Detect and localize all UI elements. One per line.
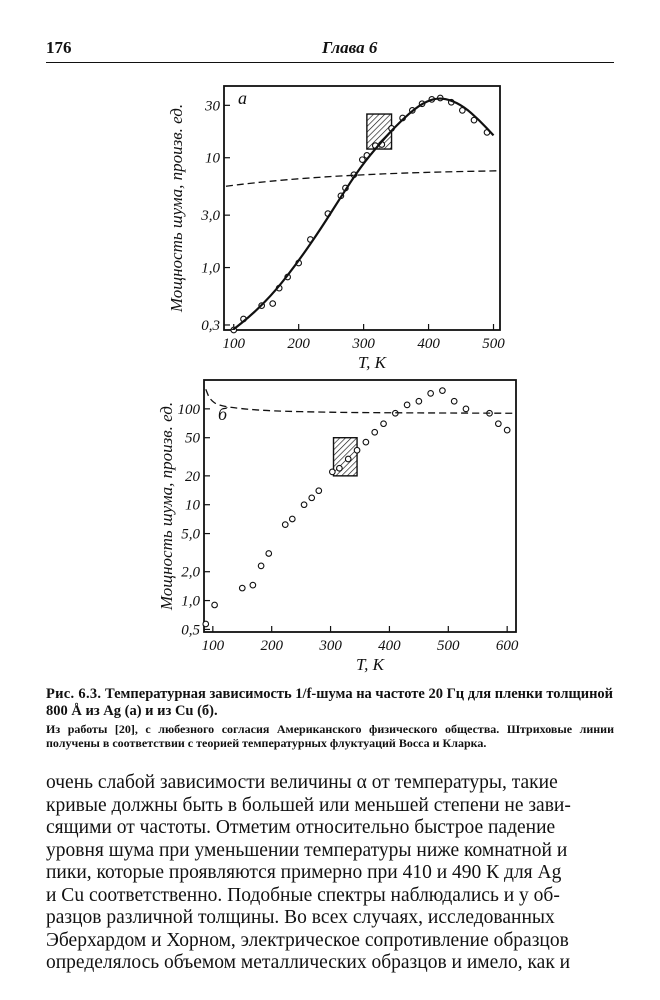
body-line: определялось объемом металлических образцов и имело, как и bbox=[46, 952, 571, 973]
x-axis-title: T, K bbox=[357, 353, 387, 372]
data-point bbox=[309, 495, 315, 501]
data-point bbox=[330, 469, 336, 475]
figure-panel-a bbox=[0, 80, 660, 380]
y-axis-title: Мощность шума, произв. ед. bbox=[157, 401, 176, 611]
fit-curve bbox=[230, 99, 493, 332]
y-tick-label: 0,5 bbox=[181, 622, 200, 639]
data-point bbox=[203, 621, 209, 627]
caption-text: Температурная зависимость 1/f-шума на частоте 20 Гц для пленки толщиной 800 Å из Ag (а) и из Cu (б). bbox=[46, 686, 614, 719]
data-point bbox=[372, 429, 378, 435]
theory-dashed-curve bbox=[226, 171, 497, 186]
data-point bbox=[212, 602, 218, 608]
body-line: очень слабой зависимости величины α от температуры, такие bbox=[46, 772, 558, 793]
y-axis-title: Мощность шума, произв. ед. bbox=[167, 103, 186, 313]
figure-panel-b bbox=[0, 370, 660, 680]
data-point bbox=[451, 398, 457, 404]
data-point bbox=[504, 427, 510, 433]
x-tick-label: 400 bbox=[378, 638, 401, 654]
figure-caption bbox=[46, 686, 614, 720]
y-tick-label: 1,0 bbox=[201, 260, 220, 277]
body-line: сящими от частоты. Отметим относительно быстрое падение bbox=[46, 817, 556, 838]
panel-letter: б bbox=[218, 404, 228, 424]
x-tick-label: 300 bbox=[352, 336, 375, 352]
y-tick-label: 3,0 bbox=[201, 208, 220, 225]
y-tick-label: 10 bbox=[205, 150, 220, 167]
y-tick-label: 5,0 bbox=[181, 526, 200, 543]
body-paragraph bbox=[46, 772, 614, 975]
x-tick-label: 500 bbox=[437, 638, 460, 654]
y-tick-label: 2,0 bbox=[181, 564, 200, 581]
page-number: 176 bbox=[46, 38, 72, 57]
x-tick-label: 200 bbox=[260, 638, 283, 654]
plot-frame bbox=[204, 380, 516, 632]
x-tick-label: 400 bbox=[417, 336, 440, 352]
data-point bbox=[404, 402, 410, 408]
x-tick-label: 100 bbox=[201, 638, 225, 654]
data-point bbox=[290, 516, 296, 522]
x-tick-label: 600 bbox=[495, 638, 519, 654]
data-point bbox=[316, 488, 322, 494]
body-line: и Cu соответственно. Подобные спектры наблюдались и у об- bbox=[46, 884, 560, 906]
data-point bbox=[381, 421, 387, 427]
data-point bbox=[282, 522, 288, 528]
y-tick-label: 0,3 bbox=[201, 317, 220, 334]
data-point bbox=[428, 391, 434, 397]
y-tick-label: 50 bbox=[185, 430, 200, 447]
data-point bbox=[354, 447, 360, 453]
data-point bbox=[301, 502, 307, 508]
x-axis-title: T, K bbox=[355, 655, 385, 674]
running-head: Глава 6 bbox=[322, 38, 378, 57]
data-point bbox=[345, 456, 351, 462]
data-point bbox=[463, 406, 469, 412]
y-tick-label: 10 bbox=[185, 497, 200, 514]
data-point bbox=[416, 398, 422, 404]
data-point bbox=[363, 439, 369, 445]
data-point bbox=[337, 465, 343, 471]
x-tick-label: 300 bbox=[319, 638, 342, 654]
data-point bbox=[266, 551, 272, 557]
x-tick-label: 200 bbox=[287, 336, 310, 352]
body-line: кривые должны быть в большей или меньшей степени не зави- bbox=[46, 794, 571, 816]
data-point bbox=[440, 388, 446, 394]
data-point bbox=[239, 585, 245, 591]
y-tick-label: 100 bbox=[177, 401, 200, 418]
caption-label: Рис. 6.3. bbox=[46, 686, 102, 702]
x-tick-label: 500 bbox=[482, 336, 505, 352]
data-point bbox=[258, 563, 264, 569]
data-point bbox=[270, 301, 276, 307]
body-line: уровня шума при уменьшении температуры ниже комнатной и bbox=[46, 839, 568, 861]
data-point bbox=[496, 421, 502, 427]
data-point bbox=[250, 582, 256, 588]
x-tick-label: 100 bbox=[222, 336, 245, 352]
y-tick-label: 1,0 bbox=[181, 593, 200, 610]
figure-credit: Из работы [20], с любезного согласия Американского физического общества. Штриховые линии получены в соответствии с теорией температурных флуктуаций Восса и Кларка. bbox=[46, 722, 614, 750]
body-line: Эберхардом и Хорном, электрическое сопротивление образцов bbox=[46, 929, 569, 951]
y-tick-label: 30 bbox=[205, 98, 220, 115]
plot-frame bbox=[224, 86, 500, 330]
panel-letter: а bbox=[238, 88, 247, 108]
body-line: разцов различной толщины. Во всех случаях, исследованных bbox=[46, 907, 555, 928]
body-line: пики, которые проявляются примерно при 410 и 490 К для Ag bbox=[46, 862, 562, 883]
y-tick-label: 20 bbox=[185, 468, 200, 485]
header-rule bbox=[46, 62, 614, 63]
